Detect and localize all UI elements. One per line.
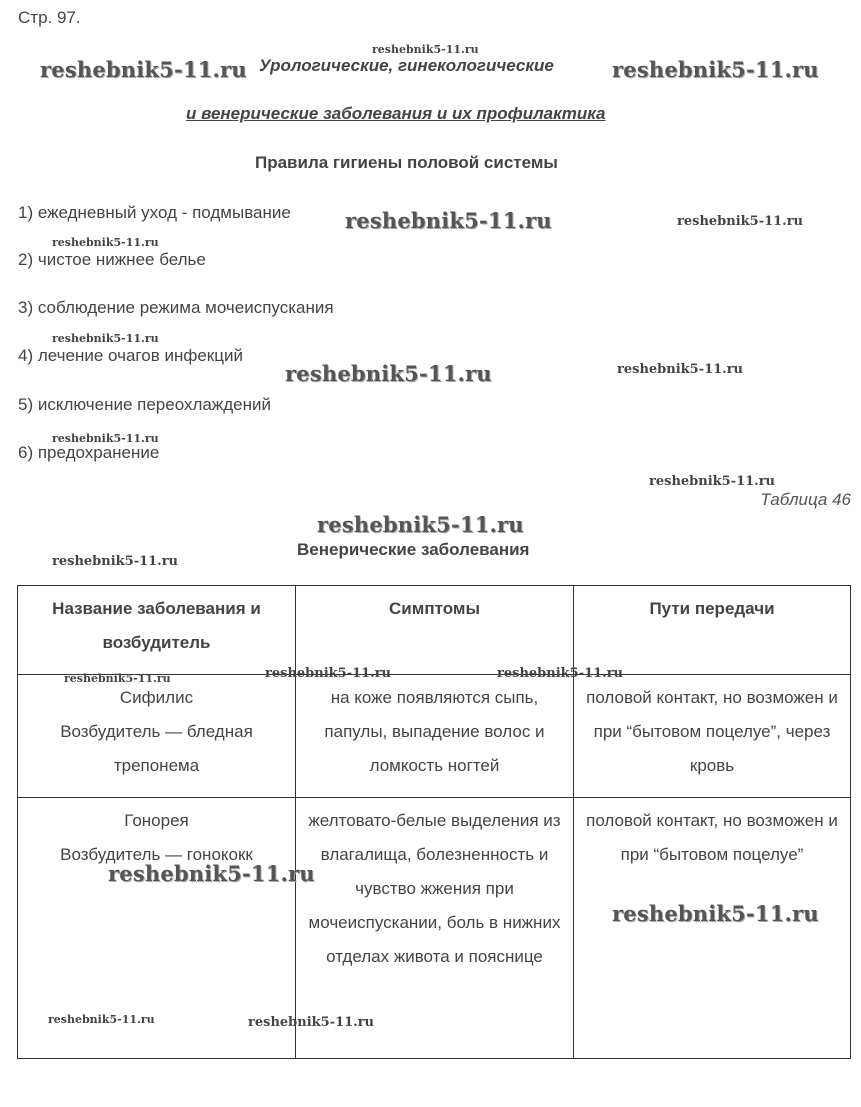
table-caption: Таблица 46: [760, 490, 851, 509]
section-title-line1: Урологические, гинекологические: [259, 56, 554, 75]
watermark: reshebnik5-11.ru: [649, 474, 776, 489]
page-number: Стр. 97.: [18, 8, 81, 27]
rule-item: 2) чистое нижнее белье: [18, 250, 206, 269]
watermark: reshebnik5-11.ru: [248, 1015, 375, 1030]
watermark: reshebnik5-11.ru: [52, 236, 159, 249]
transmission-cell: половой контакт, но возможен и при “бытовом поцелуе”: [574, 798, 851, 1059]
watermark: reshebnik5-11.ru: [612, 901, 819, 926]
watermark: reshebnik5-11.ru: [345, 208, 552, 233]
table-title: Венерические заболевания: [297, 540, 530, 559]
watermark: reshebnik5-11.ru: [497, 666, 624, 681]
symptoms-cell: желтовато-белые выделения из влагалища, болезненность и чувство жжения при мочеиспускании, боль в нижних отделах живота и пояснице: [296, 798, 574, 1059]
disease-pathogen: Возбудитель — гонококк: [60, 845, 253, 864]
watermark: reshebnik5-11.ru: [40, 57, 247, 82]
watermark: reshebnik5-11.ru: [64, 672, 171, 685]
table-header-row: [18, 586, 851, 675]
rule-item: 4) лечение очагов инфекций: [18, 346, 243, 365]
watermark: reshebnik5-11.ru: [617, 362, 744, 377]
watermark: reshebnik5-11.ru: [52, 332, 159, 345]
watermark: reshebnik5-11.ru: [108, 861, 315, 886]
watermark: reshebnik5-11.ru: [52, 554, 179, 569]
symptoms-cell: на коже появляются сыпь, папулы, выпадение волос и ломкость ногтей: [296, 675, 574, 798]
rule-item: 5) исключение переохлаждений: [18, 395, 271, 414]
header-symptoms: Симптомы: [296, 586, 574, 675]
rule-item: 6) предохранение: [18, 443, 160, 462]
watermark: reshebnik5-11.ru: [317, 512, 524, 537]
disease-pathogen: Возбудитель — бледная трепонема: [60, 722, 253, 775]
watermark: reshebnik5-11.ru: [265, 666, 392, 681]
header-disease: Название заболевания и возбудитель: [18, 586, 296, 675]
rule-item: 1) ежедневный уход - подмывание: [18, 203, 291, 222]
disease-cell: [18, 675, 296, 798]
disease-name: Гонорея: [124, 811, 189, 830]
diseases-table: [17, 585, 851, 1059]
table-row: [18, 675, 851, 798]
section-title-line2: и венерические заболевания и их профилактика: [186, 104, 606, 123]
disease-name: Сифилис: [119, 688, 194, 707]
rule-item: 3) соблюдение режима мочеиспускания: [18, 298, 334, 317]
watermark: reshebnik5-11.ru: [285, 361, 492, 386]
watermark: reshebnik5-11.ru: [677, 214, 804, 229]
transmission-cell: половой контакт, но возможен и при “бытовом поцелуе”, через кровь: [574, 675, 851, 798]
watermark: reshebnik5-11.ru: [52, 432, 159, 445]
watermark: reshebnik5-11.ru: [612, 57, 819, 82]
header-transmission: Пути передачи: [574, 586, 851, 675]
watermark: reshebnik5-11.ru: [372, 43, 479, 56]
rules-subtitle: Правила гигиены половой системы: [255, 153, 558, 172]
watermark: reshebnik5-11.ru: [48, 1013, 155, 1026]
